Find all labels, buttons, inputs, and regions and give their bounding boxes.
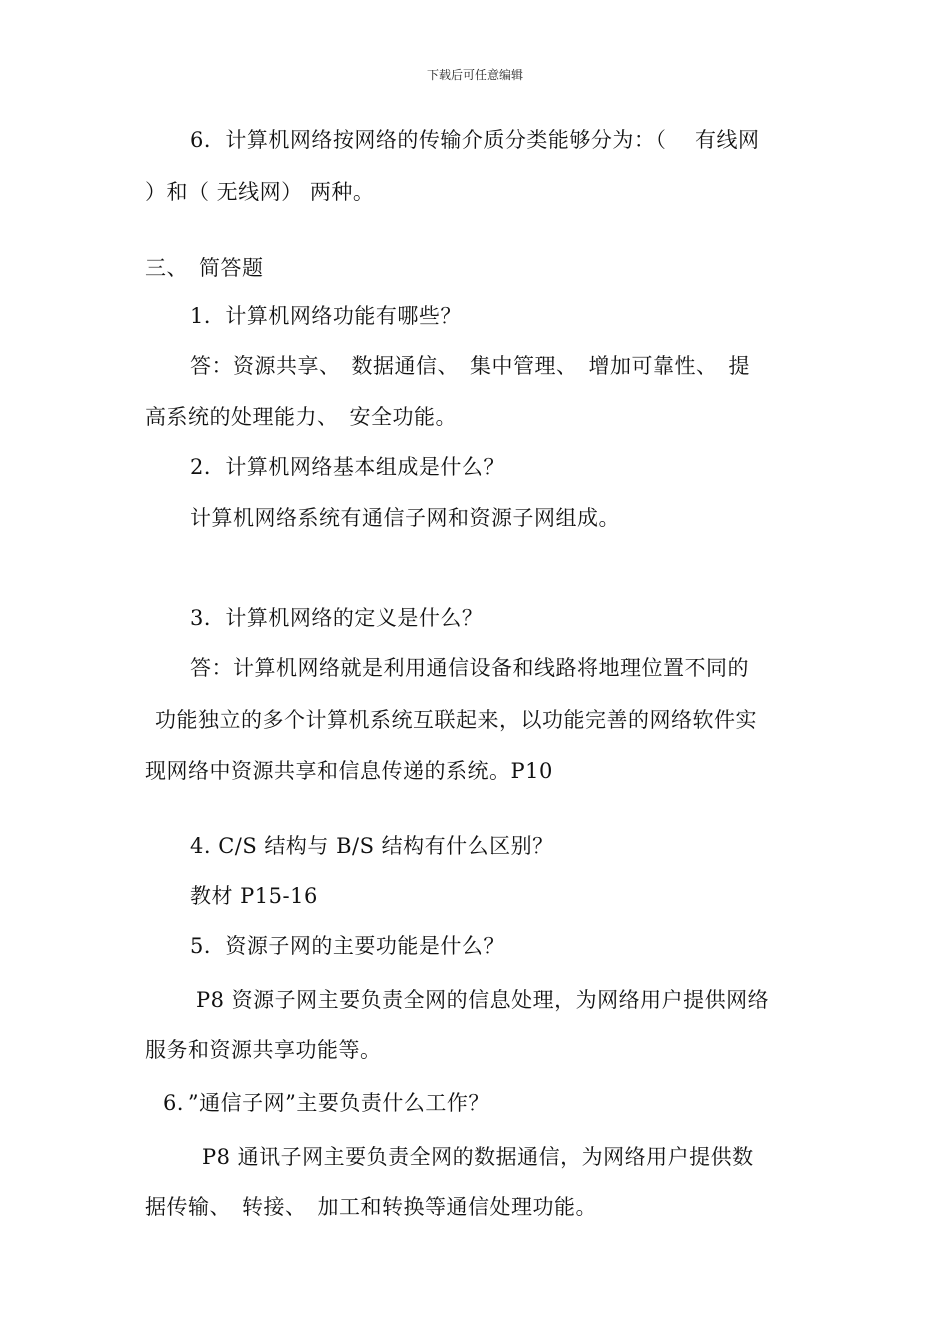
question-5: 5．资源子网的主要功能是什么？ [190,934,505,958]
page-header: 下载后可任意编辑 [426,68,523,82]
answer-5-line-1: P8 资源子网主要负责全网的信息处理，为网络用户提供网络 [196,988,770,1012]
answer-1-line-1: 答：资源共享、 数据通信、 集中管理、 增加可靠性、 提 [190,354,750,378]
answer-2: 计算机网络系统有通信子网和资源子网组成。 [190,506,620,530]
answer-3-line-3: 现网络中资源共享和信息传递的系统。P10 [145,759,553,783]
answer-6b-line-2: 据传输、 转接、 加工和转换等通信处理功能。 [145,1195,597,1219]
question-6-line-1: 6．计算机网络按网络的传输介质分类能够分为：（ 有线网 [190,128,760,152]
question-6b: 6．”通信子网”主要负责什么工作？ [163,1091,490,1115]
question-3: 3．计算机网络的定义是什么？ [190,606,484,630]
answer-1-line-2: 高系统的处理能力、 安全功能。 [145,405,457,429]
answer-3-line-2: 功能独立的多个计算机系统互联起来，以功能完善的网络软件实 [155,708,757,732]
answer-5-line-2: 服务和资源共享功能等。 [145,1038,382,1062]
question-4: 4. C/S 结构与 B/S 结构有什么区别？ [190,834,554,858]
question-1: 1．计算机网络功能有哪些？ [190,304,462,328]
question-2: 2．计算机网络基本组成是什么？ [190,455,505,479]
answer-6b-line-1: P8 通讯子网主要负责全网的数据通信，为网络用户提供数 [202,1145,754,1169]
section-heading: 三、 简答题 [145,256,264,280]
question-6-line-2: ）和（ 无线网） 两种。 [145,180,375,204]
answer-4: 教材 P15-16 [190,884,318,908]
answer-3-line-1: 答：计算机网络就是利用通信设备和线路将地理位置不同的 [190,656,749,680]
